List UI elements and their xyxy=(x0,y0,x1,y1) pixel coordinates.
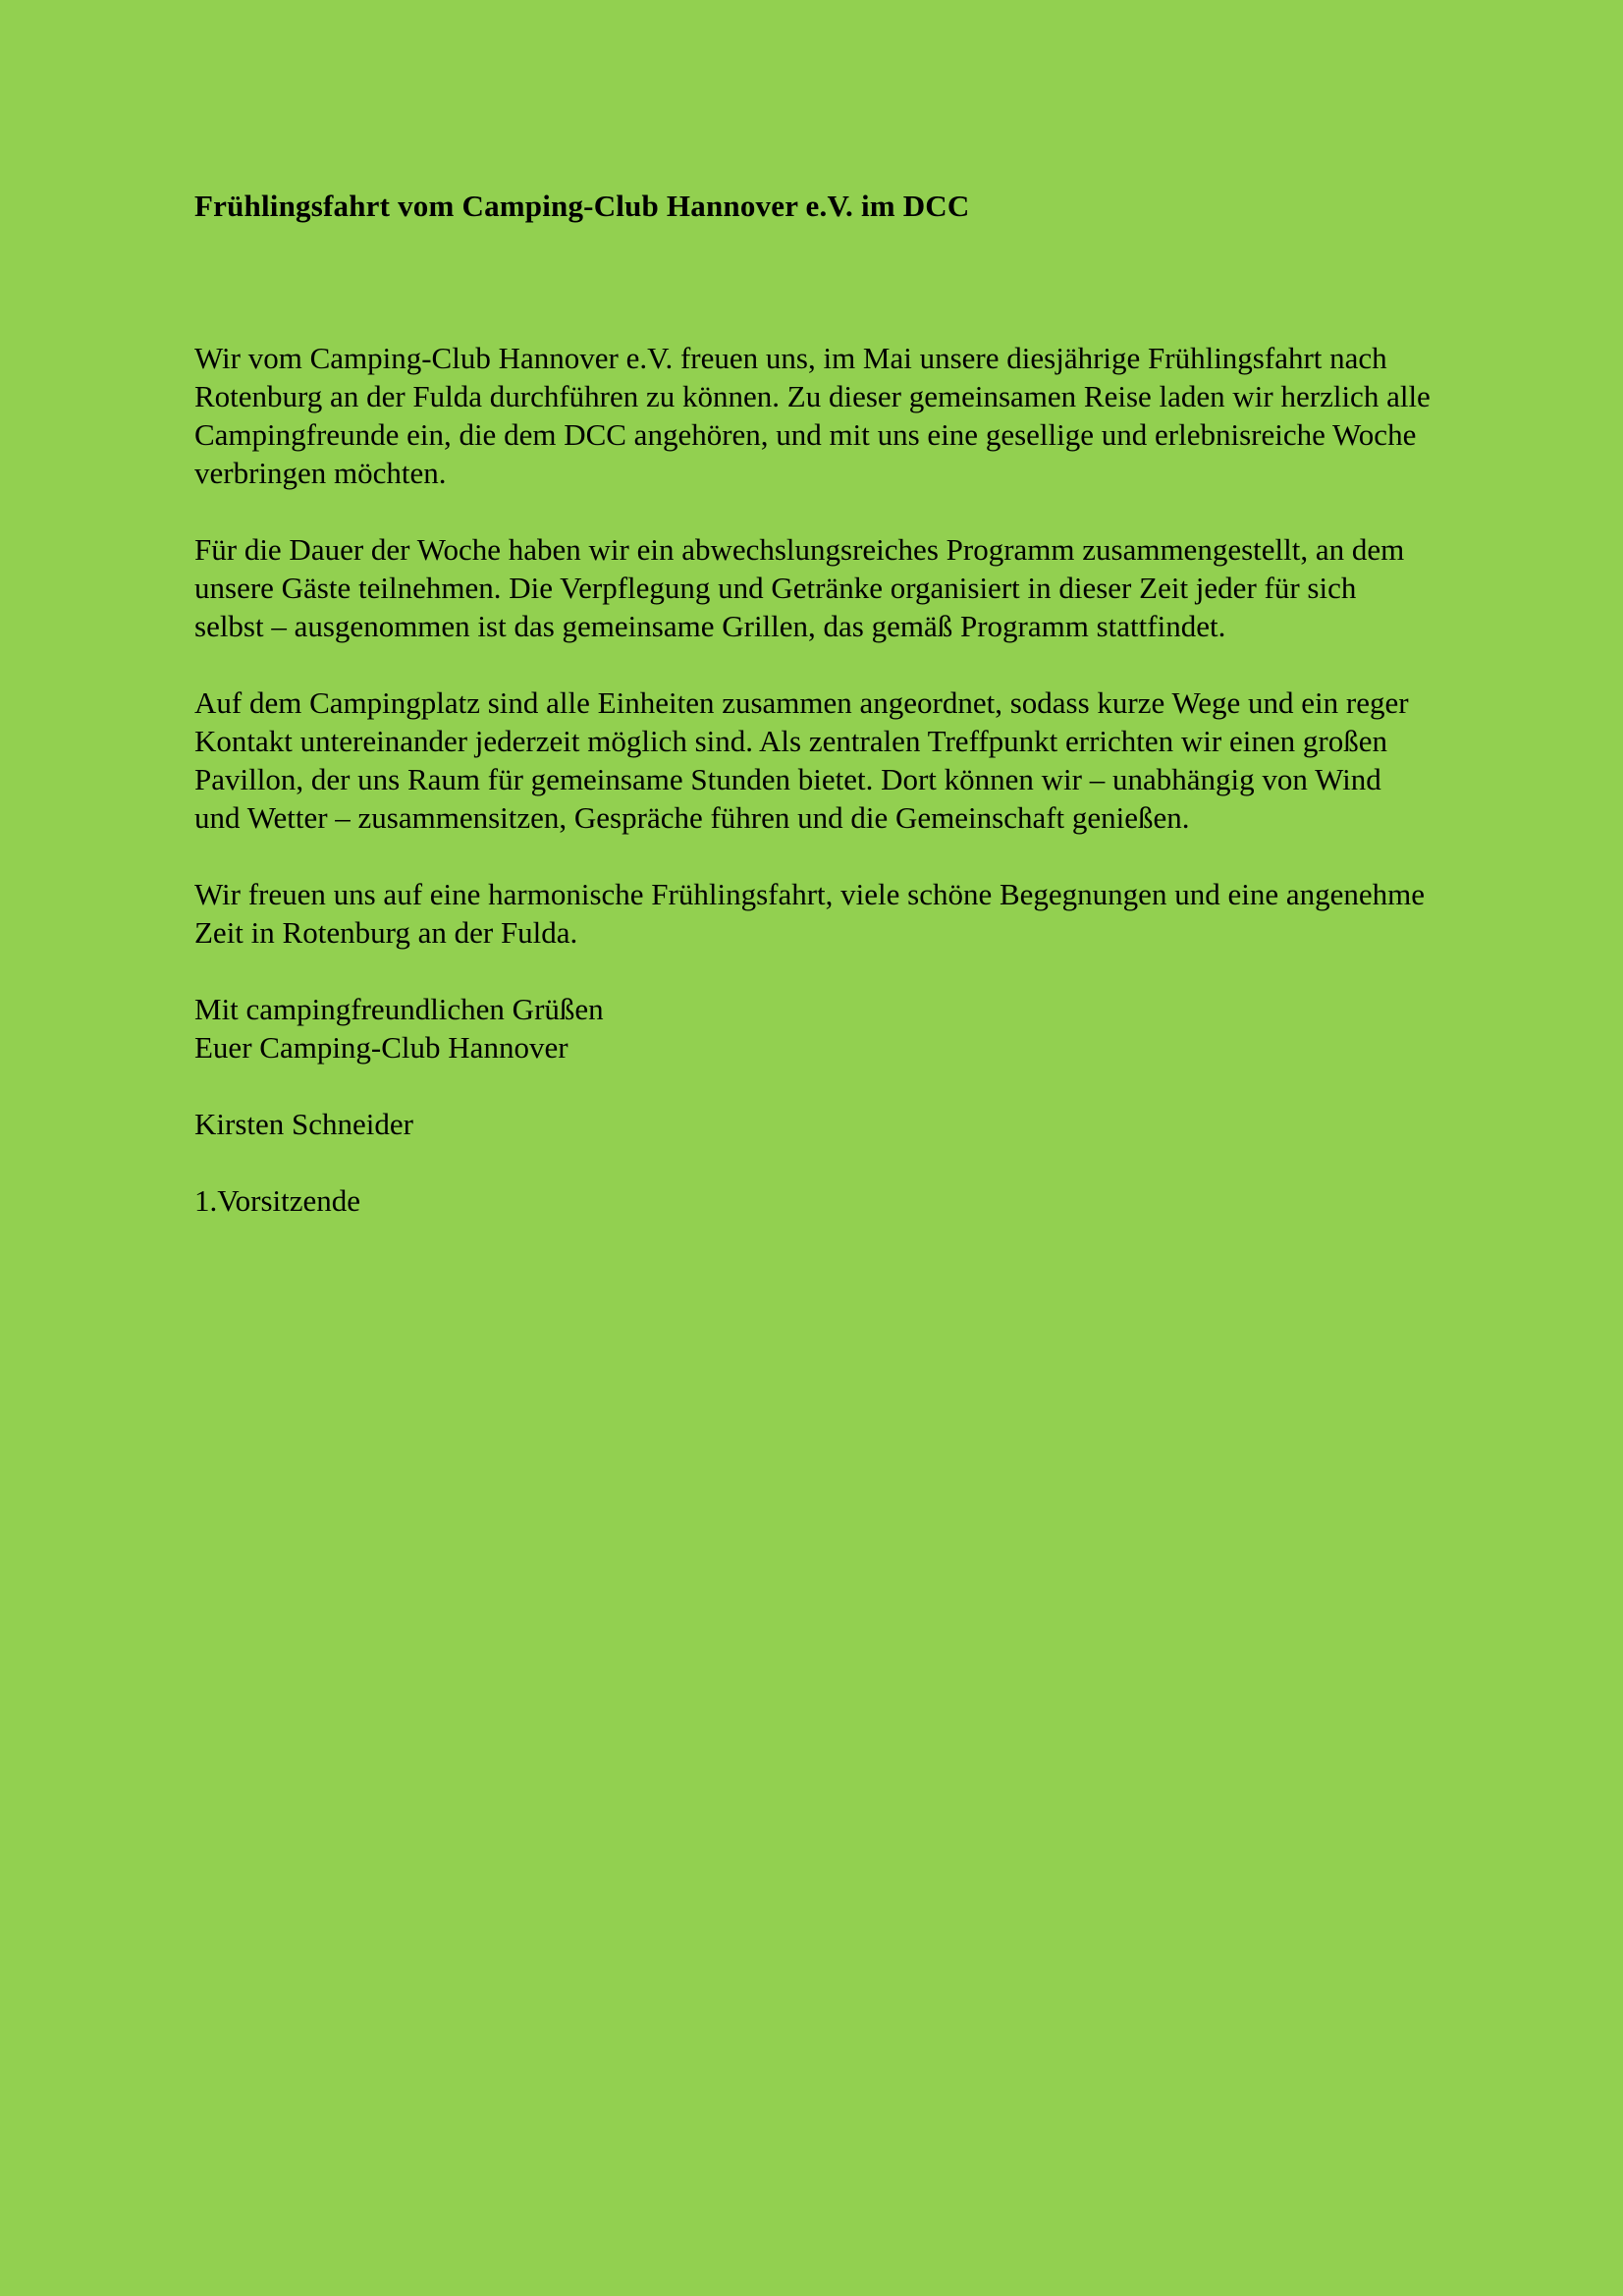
salutation-line-2: Euer Camping-Club Hannover xyxy=(194,1030,568,1065)
signer-title: 1.Vorsitzende xyxy=(194,1183,361,1218)
signer-name: Kirsten Schneider xyxy=(194,1107,413,1141)
salutation xyxy=(194,990,1431,1066)
salutation-line-1: Mit campingfreundlichen Grüßen xyxy=(194,992,604,1026)
document-title: Frühlingsfahrt vom Camping-Club Hannover e.V. im DCC xyxy=(194,189,970,223)
paragraph-program: Für die Dauer der Woche haben wir ein abwechslungsreiches Programm zusammengestellt, an dem unsere Gäste teilnehmen. Die Verpflegung und Getränke organisiert in dieser Zeit jeder für sich selbst – ausgenommen ist das gemeinsame Grillen, das gemäß Programm stattfindet. xyxy=(194,532,1405,643)
paragraph-outlook: Wir freuen uns auf eine harmonische Frühlingsfahrt, viele schöne Begegnungen und eine angenehme Zeit in Rotenburg an der Fulda. xyxy=(194,877,1425,950)
letter-body xyxy=(194,339,1431,952)
paragraph-invitation: Wir vom Camping-Club Hannover e.V. freuen uns, im Mai unsere diesjährige Frühlingsfahrt nach Rotenburg an der Fulda durchführen zu können. Zu dieser gemeinsamen Reise laden wir herzlich alle Campingfreunde ein, die dem DCC angehören, und mit uns eine gesellige und erlebnisreiche Woche verbringen möchten. xyxy=(194,341,1431,490)
paragraph-campsite: Auf dem Campingplatz sind alle Einheiten zusammen angeordnet, sodass kurze Wege und ein reger Kontakt untereinander jederzeit möglich sind. Als zentralen Treffpunkt errichten wir einen großen Pavillon, der uns Raum für gemeinsame Stunden bietet. Dort können wir – unabhängig von Wind und Wetter – zusammensitzen, Gespräche führen und die Gemeinschaft genießen. xyxy=(194,685,1409,835)
signature-block xyxy=(194,990,1431,1220)
